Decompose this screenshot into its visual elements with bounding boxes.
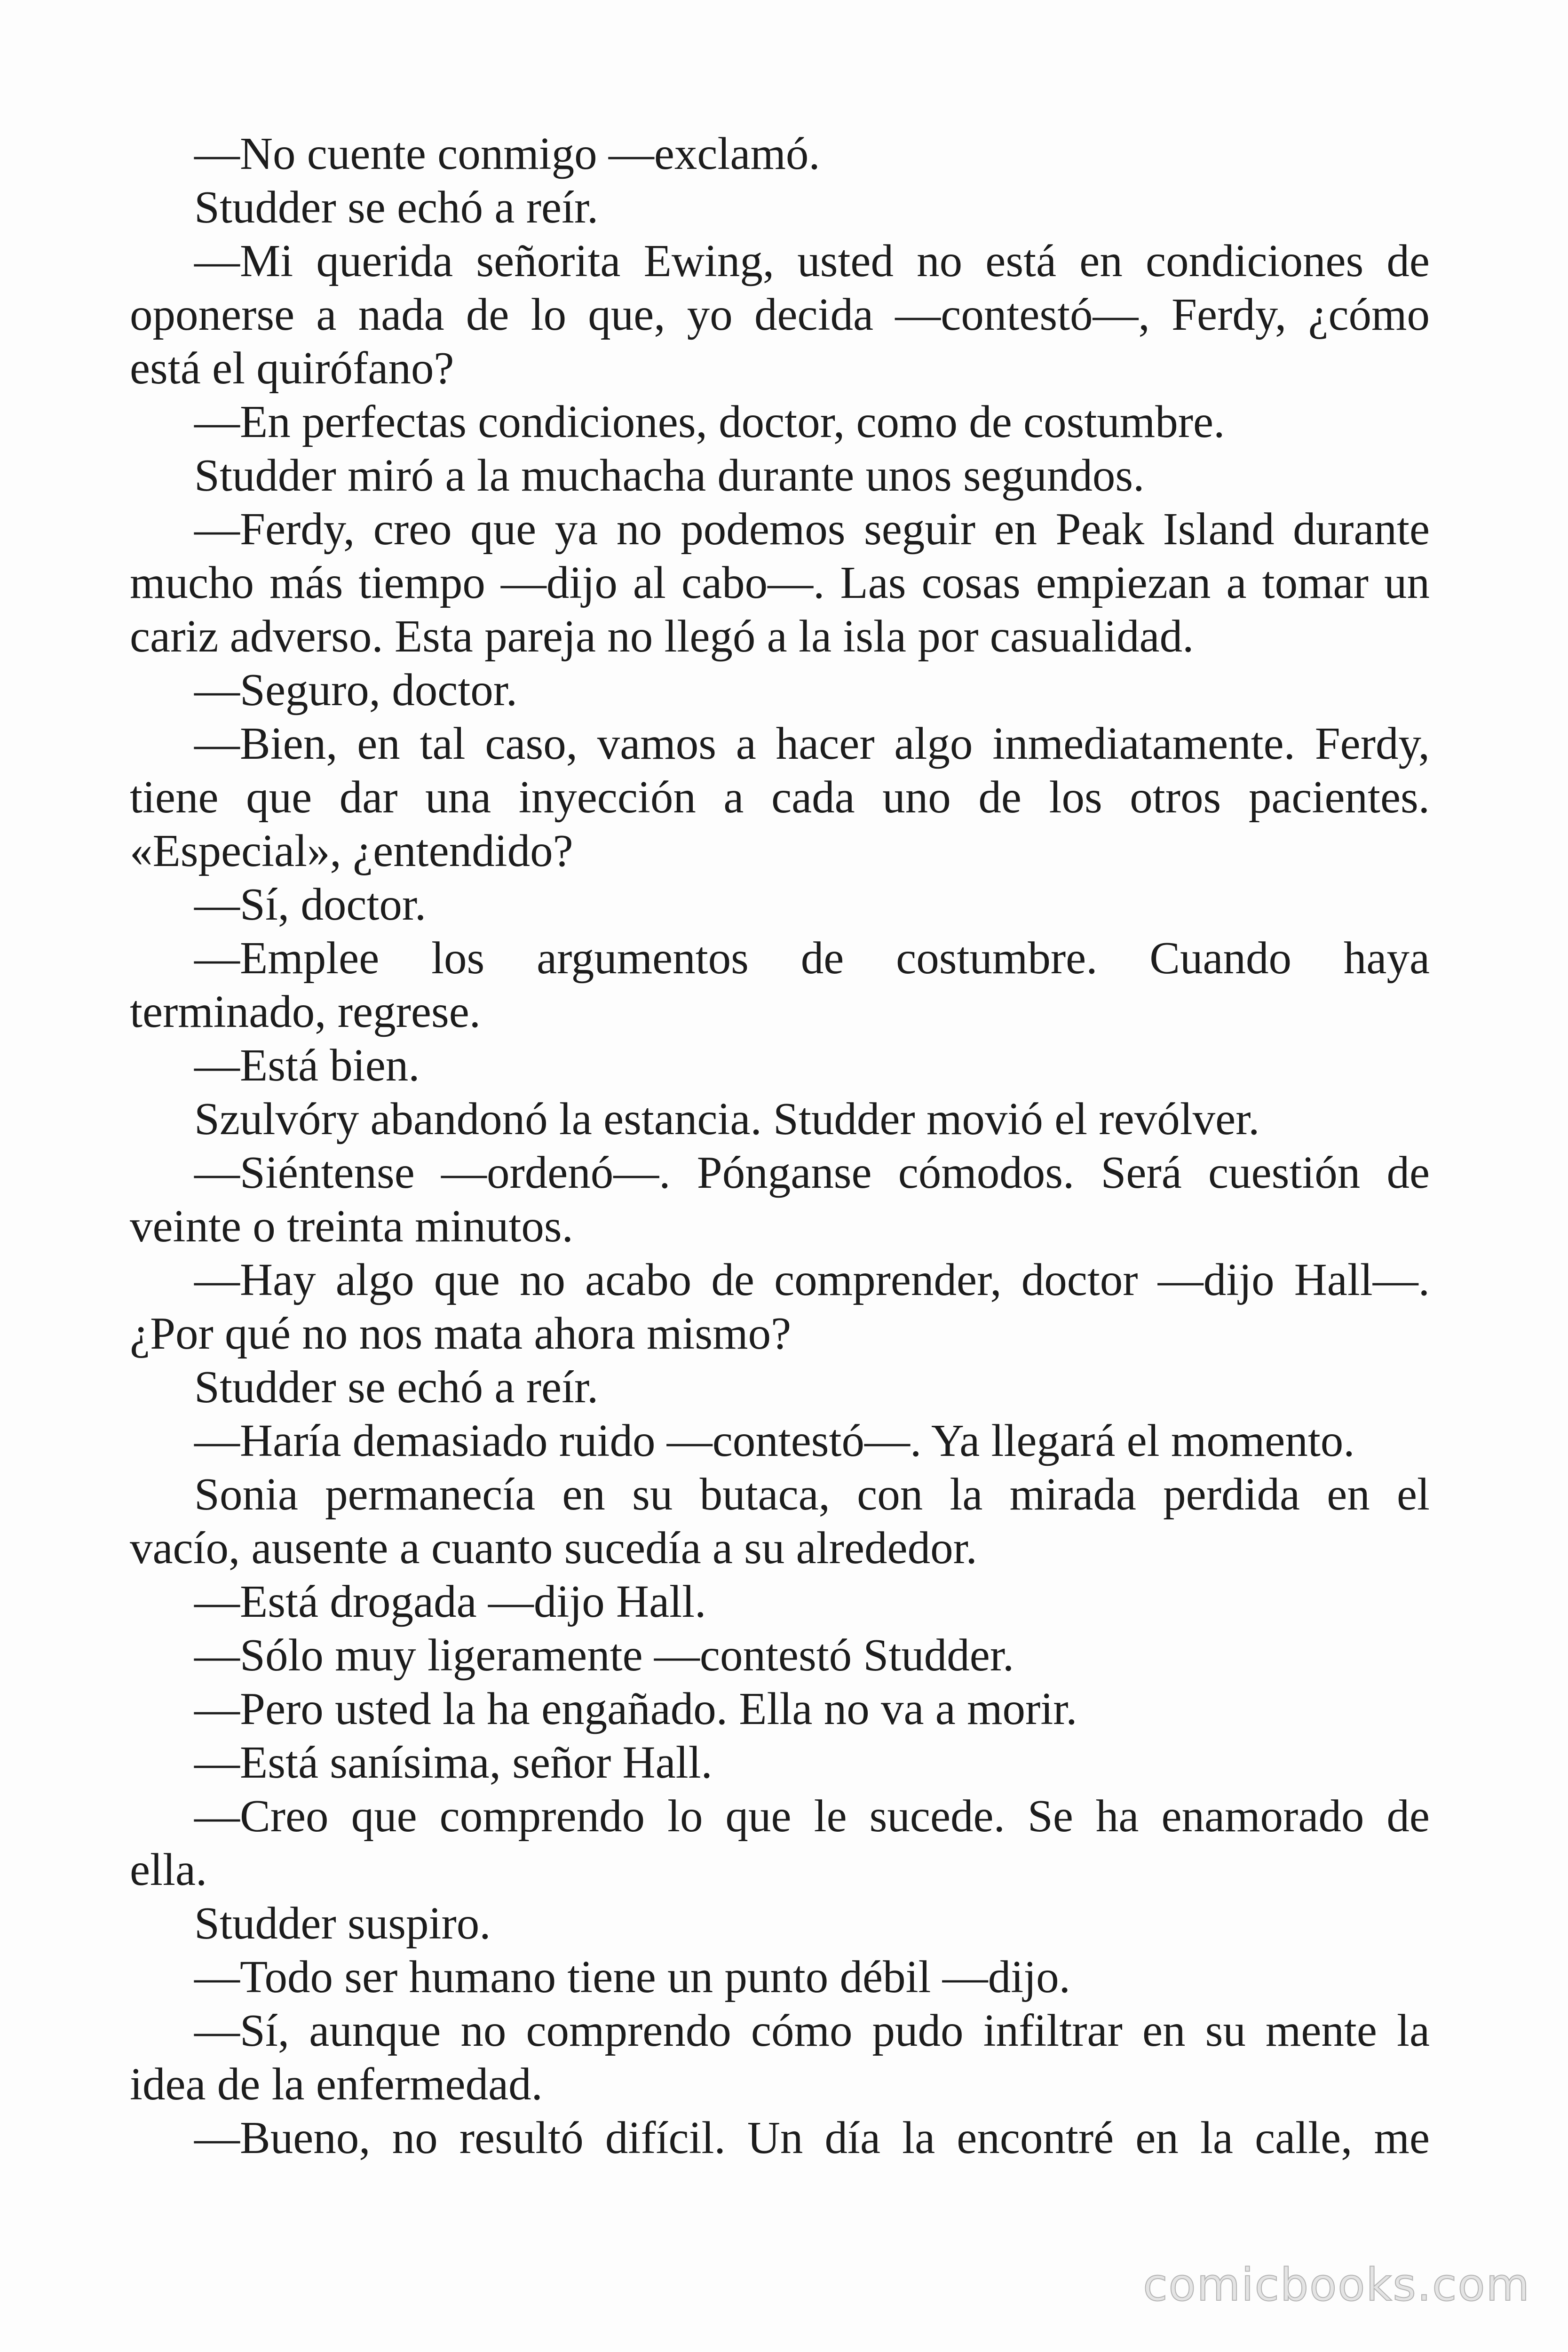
- text-line: Sonia permanecía en su butaca, con la mirada perdida en el: [194, 1469, 1430, 1519]
- text-line: —Mi querida señorita Ewing, usted no está en condiciones de: [194, 236, 1430, 286]
- text-line: —Ferdy, creo que ya no podemos seguir en Peak Island durante: [194, 504, 1430, 554]
- paragraph: [130, 502, 1430, 663]
- paragraph: [130, 1253, 1430, 1360]
- paragraph: [130, 2111, 1430, 2165]
- paragraph: [130, 395, 1430, 449]
- text-line: Studder se echó a reír.: [194, 1362, 599, 1412]
- text-line: idea de la enfermedad.: [130, 2059, 543, 2109]
- text-line: —Hay algo que no acabo de comprender, doctor —dijo Hall—.: [194, 1255, 1430, 1305]
- paragraph: [130, 181, 1430, 234]
- paragraph: [130, 2004, 1430, 2111]
- text-line: está el quirófano?: [130, 343, 454, 393]
- paragraph: [130, 1468, 1430, 1575]
- paragraph: [130, 931, 1430, 1039]
- text-line: —Bueno, no resultó difícil. Un día la encontré en la calle, me: [194, 2113, 1430, 2163]
- text-line: «Especial», ¿entendido?: [130, 826, 573, 876]
- text-line: —Haría demasiado ruido —contestó—. Ya llegará el momento.: [194, 1415, 1355, 1466]
- text-line: vacío, ausente a cuanto sucedía a su alrededor.: [130, 1523, 977, 1573]
- text-line: —En perfectas condiciones, doctor, como de costumbre.: [194, 397, 1225, 447]
- text-line: oponerse a nada de lo que, yo decida —contestó—, Ferdy, ¿cómo: [130, 289, 1430, 340]
- text-line: tiene que dar una inyección a cada uno de los otros pacientes.: [130, 772, 1430, 822]
- paragraph: [130, 1575, 1430, 1629]
- text-line: —Pero usted la ha engañado. Ella no va a morir.: [194, 1684, 1077, 1734]
- paragraph: [130, 1682, 1430, 1736]
- text-line: —Sólo muy ligeramente —contestó Studder.: [194, 1630, 1014, 1680]
- text-line: ella.: [130, 1844, 207, 1895]
- paragraph: [130, 1414, 1430, 1468]
- paragraph: [130, 1950, 1430, 2004]
- text-line: —No cuente conmigo —exclamó.: [194, 128, 820, 179]
- paragraph: [130, 1629, 1430, 1682]
- text-line: terminado, regrese.: [130, 986, 481, 1037]
- text-line: mucho más tiempo —dijo al cabo—. Las cosas empiezan a tomar un: [130, 557, 1430, 608]
- text-line: veinte o treinta minutos.: [130, 1201, 573, 1251]
- paragraph: [130, 1360, 1430, 1414]
- text-line: —Bien, en tal caso, vamos a hacer algo inmediatamente. Ferdy,: [194, 718, 1430, 769]
- text-line: —Emplee los argumentos de costumbre. Cuando haya: [194, 933, 1430, 983]
- text-line: cariz adverso. Esta pareja no llegó a la isla por casualidad.: [130, 611, 1194, 661]
- text-line: —Sí, doctor.: [194, 879, 427, 930]
- paragraph: [130, 1039, 1430, 1092]
- text-line: —Siéntense —ordenó—. Pónganse cómodos. Será cuestión de: [194, 1147, 1430, 1198]
- paragraph: [130, 1789, 1430, 1897]
- paragraph: [130, 1092, 1430, 1146]
- text-line: —Seguro, doctor.: [194, 665, 518, 715]
- paragraph: [130, 449, 1430, 502]
- paragraph: [130, 127, 1430, 181]
- paragraph: [130, 234, 1430, 395]
- paragraph: [130, 1146, 1430, 1253]
- text-line: ¿Por qué no nos mata ahora mismo?: [130, 1308, 792, 1359]
- text-line: —Todo ser humano tiene un punto débil —dijo.: [194, 1952, 1070, 2002]
- text-line: Studder suspiro.: [194, 1898, 491, 1948]
- text-line: —Sí, aunque no comprendo cómo pudo infiltrar en su mente la: [194, 2005, 1430, 2056]
- text-line: —Creo que comprendo lo que le sucede. Se ha enamorado de: [194, 1791, 1430, 1841]
- paragraph: [130, 663, 1430, 717]
- text-block: [130, 127, 1430, 2165]
- watermark: comicbooks.com: [1143, 2259, 1530, 2311]
- paragraph: [130, 1897, 1430, 1950]
- paragraph: [130, 878, 1430, 931]
- text-line: —Está sanísima, señor Hall.: [194, 1737, 713, 1788]
- text-line: Szulvóry abandonó la estancia. Studder movió el revólver.: [194, 1094, 1260, 1144]
- paragraph: [130, 1736, 1430, 1789]
- text-line: —Está bien.: [194, 1040, 420, 1090]
- paragraph: [130, 717, 1430, 878]
- text-line: Studder miró a la muchacha durante unos segundos.: [194, 450, 1145, 501]
- text-line: Studder se echó a reír.: [194, 182, 599, 232]
- text-line: —Está drogada —dijo Hall.: [194, 1576, 706, 1627]
